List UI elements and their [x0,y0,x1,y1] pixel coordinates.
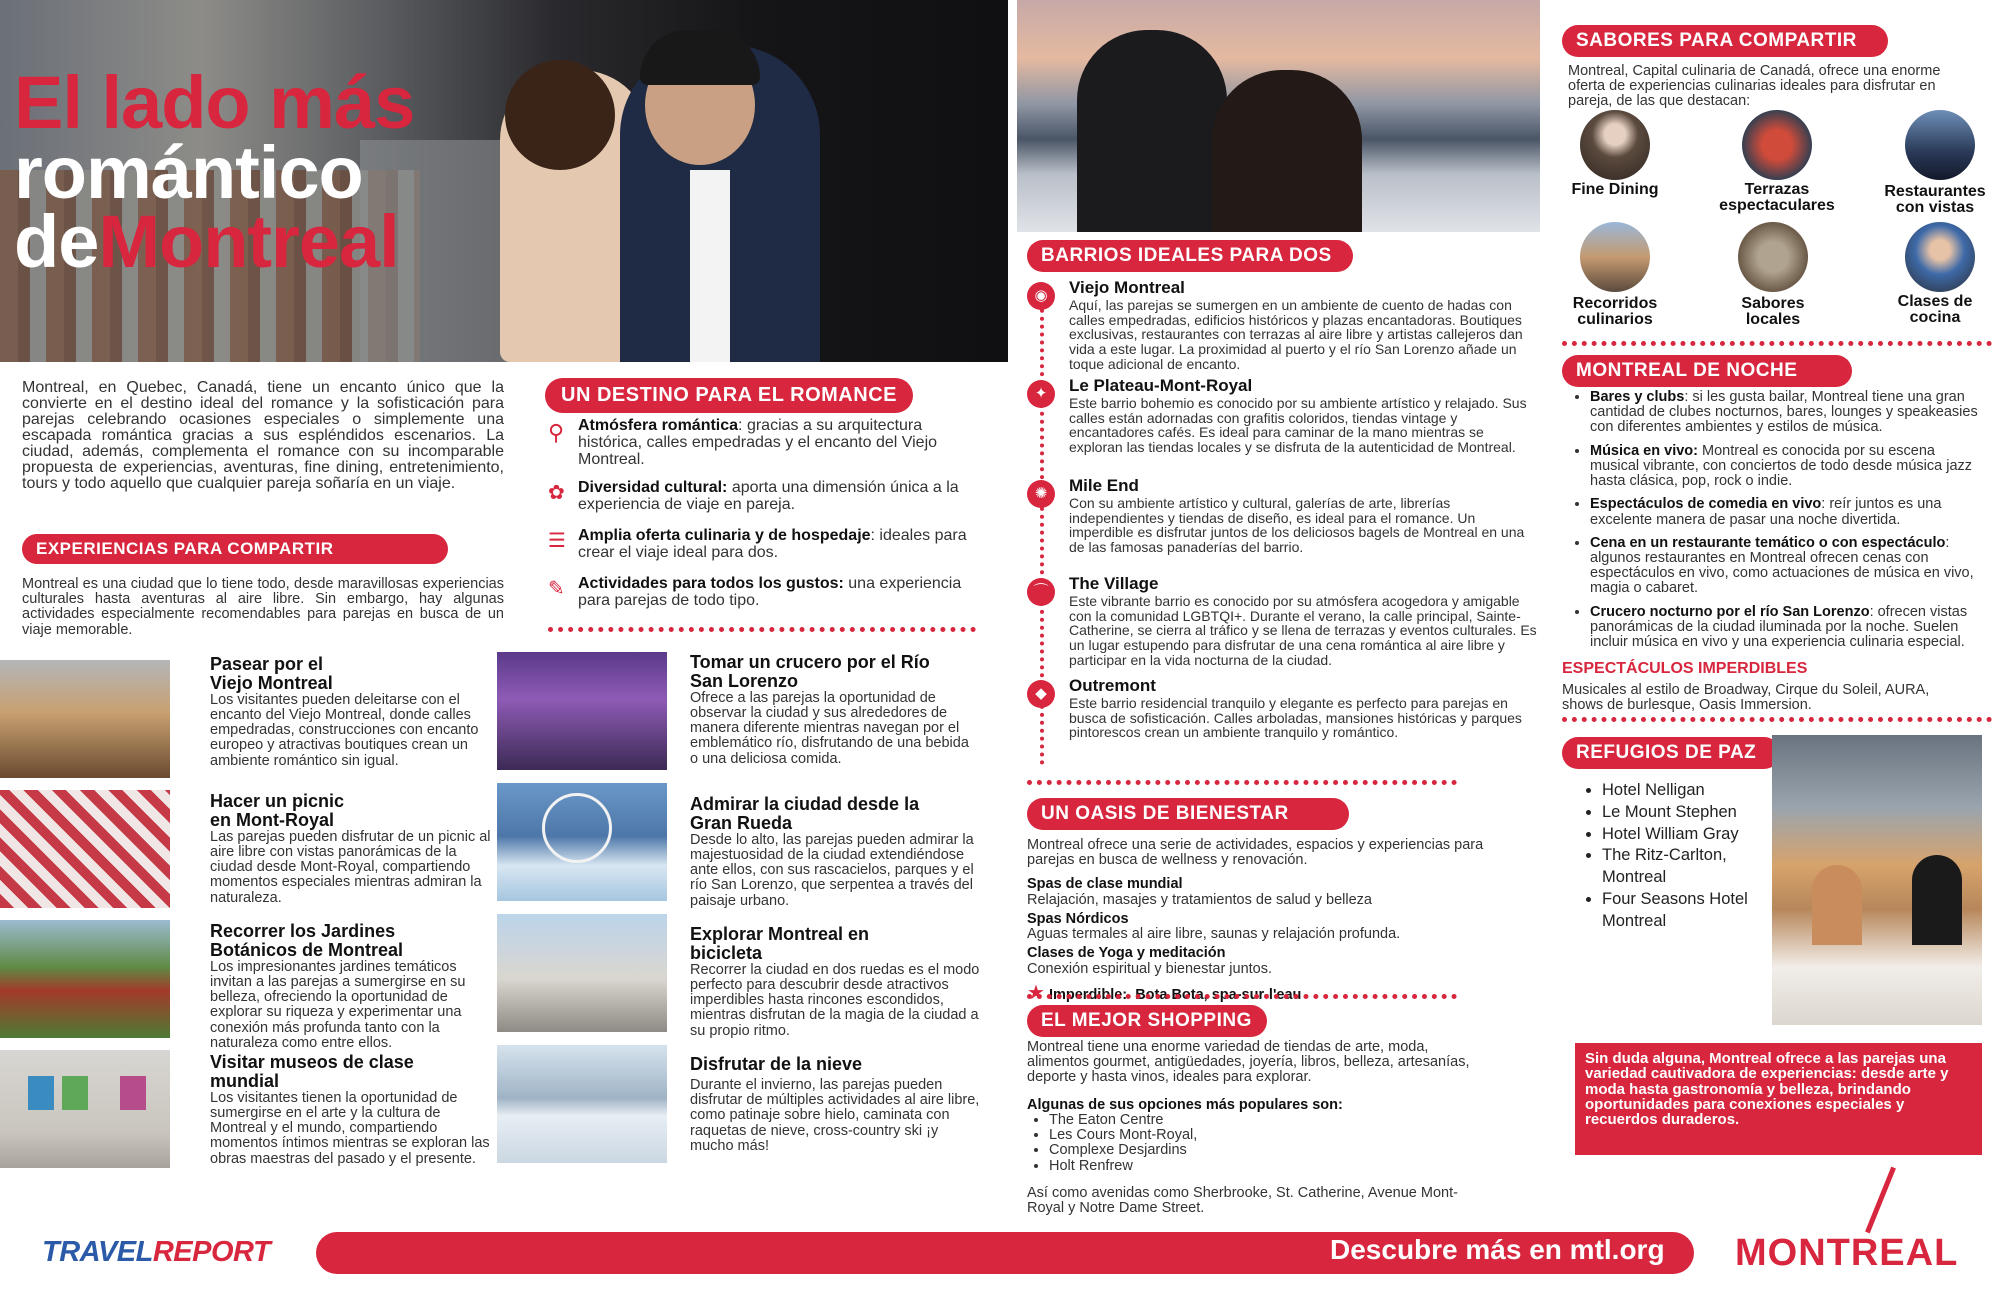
hero-title-de: de [14,200,99,284]
destino-heading: UN DESTINO PARA EL ROMANCE [545,378,913,413]
list-item: • Four Seasons Hotel Montreal [1602,889,1765,933]
barrio-name: The Village [1069,574,1159,593]
gran-rueda-photo [497,783,667,901]
experience-card [690,795,980,909]
jardines-photo [0,920,170,1038]
hero-title-line2: romántico [14,130,363,214]
experiencias-heading: EXPERIENCIAS PARA COMPARTIR [22,534,448,564]
destino-item [548,576,978,616]
oasis-item [1027,877,1497,907]
destino-item-text: una experiencia para parejas de todo tipo. [578,575,962,609]
list-item: • Complexe Desjardins [1049,1143,1487,1158]
experience-text: Recorrer la ciudad en dos ruedas es el modo perfecto para descubrir desde atractivos imperdibles hasta rincones escondidos, mientras disfrutan de la magia de la ciudad a su propio ritmo. [690,961,980,1039]
barrio-name: Mile End [1069,476,1139,495]
barrio-item [1027,574,1537,676]
experience-title: Disfrutar de la nieve [690,1054,863,1074]
barrio-text: Este barrio bohemio es conocido por su ambiente artístico y relajado. Sus calles están adornadas con grafitis coloridos, tiendas vintage y encantadores cafés. Es ideal para caminar de la mano mientras se exploran las tiendas locales y se disfruta de la autenticidad de Montreal. [1069,395,1527,456]
barrio-text: Aquí, las parejas se sumergen en un ambiente de cuento de hadas con calles empedradas, edificios históricos y plazas encantadoras. Boutiques exclusivas, restaurantes con terrazas al aire libre y artistas callejeros dan vida a este lugar. La proximidad al puerto y el río San Lorenzo añade un toque adicional de encanto. [1069,297,1523,372]
hero-title-line1: El lado más [14,61,415,144]
fine-dining-photo [1580,110,1650,180]
map-pin-heart-icon: ⚲ [548,420,565,445]
barrio-text: Con su ambiente artístico y cultural, galerías de arte, librerías independientes y tiendas de diseño, es ideal para el romance. Un imperdible es disfrutar juntos de los deliciosos bagels de Montreal en una de las famosas panaderías del barrio. [1069,495,1525,556]
experience-card [210,922,492,1051]
montreal-slash-icon [1865,1167,1896,1234]
logo-travel: TRAVEL [42,1236,153,1268]
couple-dinner-photo [1017,0,1540,232]
barrios-heading: BARRIOS IDEALES PARA DOS [1027,240,1353,272]
list-item: • Crucero nocturno por el río San Lorenzo: ofrecen vistas panorámicas de la ciudad iluminada por la noche. Suelen incluir música en vivo y una experiencia culinaria especial. [1590,605,1978,651]
destino-item-text: aporta una dimensión única a la experiencia de viaje en pareja. [578,479,959,513]
divider [1562,341,1992,346]
logo-report: REPORT [152,1236,271,1268]
oasis-item-title: Spas Nórdicos [1027,910,1129,927]
refugios-heading: REFUGIOS DE PAZ [1562,737,1780,769]
experience-card [210,655,492,769]
list-item: • Música en vivo: Montreal es conocida por su escena musical vibrante, con conciertos de todo desde música jazz hasta clásica, pop, rock o indie. [1590,444,1978,490]
destino-item-bold: Amplia oferta culinaria y de hospedaje [578,527,871,544]
experience-title: Explorar Montreal en bicicleta [690,924,870,963]
sabores-item: Terrazas espectaculares [1719,181,1835,214]
intro-paragraph: Montreal, en Quebec, Canadá, tiene un encanto único que la convierte en el destino ideal del romance y la sofisticación para parejas celebrando ocasiones especiales o simplemente una escapada romántica gracias a sus espléndidos escenarios. La ciudad, además, complementa el romance con su incomparable propuesta de experiencias, aventuras, fine dining, entretenimiento, tours y todo aquello que cualquier pareja soñaría en un viaje. [22,379,504,492]
shopping-list-title: Algunas de sus opciones más populares son: [1027,1096,1343,1113]
montreal-brand-logo: MONTREAL [1735,1232,1959,1274]
list-item: • Hotel William Gray [1602,824,1765,846]
mtl-cta-link[interactable]: Descubre más en mtl.org [1330,1234,1665,1265]
terrazas-photo [1742,110,1812,180]
noche-heading: MONTREAL DE NOCHE [1562,355,1852,387]
barrio-name: Le Plateau-Mont-Royal [1069,376,1253,395]
experience-title: Recorrer los Jardines Botánicos de Montreal [210,921,404,960]
hero-title [14,61,415,284]
museos-photo [0,1050,170,1168]
sabores-item: Fine Dining [1571,181,1659,198]
noche-list [1568,390,1978,650]
sabores-item: Restaurantes con vistas [1884,183,1986,216]
sabores-locales-photo [1738,222,1808,292]
experience-text: Las parejas pueden disfrutar de un picnic al aire libre con vistas panorámicas de la ciudad desde Mont-Royal, compartiendo momentos especiales mientras admiran la naturaleza. [210,828,491,906]
destino-item-bold: Atmósfera romántica [578,417,739,434]
list-item: • The Ritz-Carlton, Montreal [1602,845,1765,889]
experience-title: Pasear por el Viejo Montreal [210,654,333,693]
shopping-intro: Montreal tiene una enorme variedad de tiendas de arte, moda, alimentos gourmet, antigüedades, joyería, libros, belleza, artesanías, deporte y hasta vinos, ideales para explorar. [1027,1039,1470,1086]
divider [548,627,976,632]
experience-card [210,792,498,906]
destino-list [548,418,978,616]
star-icon: ★ [1027,981,1045,1004]
sabores-item: Clases de cocina [1897,293,1973,326]
shopping-heading: EL MEJOR SHOPPING [1027,1005,1267,1037]
clases-cocina-photo [1905,222,1975,292]
barrio-item [1027,476,1537,574]
closing-text: Sin duda alguna, Montreal ofrece a las parejas una variedad cautivadora de experiencias: desde arte y moda hasta gastronomía y belleza, brindando oportunidades para conexiones especiales y recuerdos duraderos. [1585,1050,1949,1129]
list-item: • Cena en un restaurante temático o con espectáculo: algunos restaurantes en Montreal ofrecen cenas con espectáculos en vivo, como actuaciones de música en vivo, magia o cabaret. [1590,536,1978,597]
restaurantes-vistas-photo [1905,110,1975,180]
experience-card [690,653,980,767]
experience-card [690,925,980,1039]
espectaculos-heading: ESPECTÁCULOS IMPERDIBLES [1562,660,1808,677]
oasis-heading: UN OASIS DE BIENESTAR [1027,798,1349,830]
sabores-intro: Montreal, Capital culinaria de Canadá, ofrece una enorme oferta de experiencias culinarias ideales para disfrutar en pareja, de las que destacan: [1568,63,1941,110]
palette-icon: ✺ [1027,480,1055,508]
hero-title-city: Montreal [98,200,399,284]
imperdible-label: Imperdible: [1048,986,1128,1003]
destino-item-text: : gracias a su arquitectura histórica, calles empedradas y el encanto del Viejo Montreal. [578,417,938,468]
oasis-item [1027,946,1497,976]
picnic-photo [0,790,170,908]
experience-text: Los visitantes tienen la oportunidad de sumergirse en el arte y la cultura de Montreal y el mundo, compartiendo momentos íntimos mientras se exploran las obras maestras del pasado y el presente. [210,1089,490,1167]
list-item: • Les Cours Mont-Royal, [1049,1128,1487,1143]
destino-item-bold: Diversidad cultural: [578,479,728,496]
sabores-item: Recorridos culinarios [1572,295,1658,328]
destino-item [548,528,978,576]
barrio-name: Outremont [1069,676,1156,695]
compass-icon: ✦ [1027,380,1055,408]
list-item: • The Eaton Centre [1049,1113,1487,1128]
experiencias-intro: Montreal es una ciudad que lo tiene todo, desde maravillosas experiencias culturales hasta aventuras al aire libre. Sin embargo, hay algunas actividades especialmente recomendables para parejas en busca de un viaje memorable. [22,576,504,638]
divider [1027,994,1457,999]
barrio-item [1027,676,1537,740]
experience-text: Los visitantes pueden deleitarse con el encanto del Viejo Montreal, donde calles empedradas, construcciones con encanto europeo y atractivas boutiques crean un ambiente romántico sin igual. [210,691,479,769]
barrio-item [1027,376,1537,476]
camera-icon: ◉ [1027,282,1055,310]
shopping-list [1027,1113,1487,1174]
recorridos-photo [1580,222,1650,292]
bicicleta-photo [497,914,667,1032]
diamond-icon: ◆ [1027,680,1055,708]
oasis-item [1027,912,1497,942]
experience-title: Tomar un crucero por el Río San Lorenzo [690,652,930,691]
experience-title: Hacer un picnic en Mont-Royal [210,791,345,830]
divider [1562,717,1992,722]
destino-item [548,480,978,528]
barrio-name: Viejo Montreal [1069,278,1185,297]
list-item: • Le Mount Stephen [1602,802,1765,824]
sabores-heading: SABORES PARA COMPARTIR [1562,25,1888,57]
experience-title: Admirar la ciudad desde la Gran Rueda [690,794,920,833]
shopping-section [1027,1040,1487,1216]
list-item: • Hotel Nelligan [1602,780,1765,802]
oasis-item-text: Aguas termales al aire libre, saunas y relajación profunda. [1027,926,1401,943]
destino-item-bold: Actividades para todos los gustos: [578,575,844,592]
hotel-dinner-photo [1772,735,1982,1025]
crucero-photo [497,652,667,770]
destino-item-text: : ideales para crear el viaje ideal para dos. [578,527,967,561]
oasis-item-text: Conexión espiritual y bienestar juntos. [1027,960,1273,977]
experience-text: Los impresionantes jardines temáticos invitan a las parejas a sumergirse en su belleza, ofreciendo la oportunidad de explorar su riqueza y experimentar una conexión más profunda tanto con la naturaleza como entre ellos. [210,958,466,1051]
list-icon: ☰ [548,530,566,552]
experience-text: Durante el invierno, las parejas pueden disfrutar de múltiples actividades al aire libre, como patinaje sobre hielo, caminata con raquetas de nieve, cross-country ski ¡y mucho más! [690,1076,980,1154]
people-icon: ✿ [548,482,565,504]
sabores-item: Sabores locales [1741,295,1805,328]
divider [1027,780,1457,785]
nieve-photo [497,1045,667,1163]
travelreport-logo [42,1236,270,1269]
barrios-list [1027,278,1537,740]
experience-text: Desde lo alto, las parejas pueden admirar la majestuosidad de la ciudad extendiéndose ante ellos, con sus rascacielos, parques y el río San Lorenzo, que serpentea a través del paisaje urbano. [690,831,974,909]
oasis-item-title: Spas de clase mundial [1027,876,1183,893]
espectaculos-text: Musicales al estilo de Broadway, Cirque du Soleil, AURA, shows de burlesque, Oasis Immersion. [1562,682,1930,714]
destino-item [548,418,978,480]
barrio-text: Este barrio residencial tranquilo y elegante es perfecto para parejas en busca de sofisticación. Calles arboladas, mansiones históricas y parques pintorescos crean un ambiente tranquilo y romántico. [1069,695,1522,741]
experience-card [210,1053,492,1167]
shopping-outro: Así como avenidas como Sherbrooke, St. Catherine, Avenue Mont-Royal y Notre Dame Street. [1027,1184,1458,1216]
experience-card [690,1055,980,1154]
barrio-text: Este vibrante barrio es conocido por su atmósfera acogedora y amigable con la comunidad LGBTQI+. Durante el verano, la calle principal, Sainte-Catherine, se cierra al tráfico y se llena de terrazas y eventos culturales. Es un lugar estupendo para disfrutar de una cena romántica al aire libre y participar en la vida nocturna de la ciudad. [1069,593,1537,668]
list-item: • Holt Renfrew [1049,1159,1487,1174]
oasis-item-title: Clases de Yoga y meditación [1027,945,1226,962]
oasis-item-text: Relajación, masajes y tratamientos de salud y belleza [1027,891,1372,908]
tag-heart-icon: ✎ [548,578,565,600]
list-item: • Espectáculos de comedia en vivo: reír juntos es una excelente manera de pasar una noche divertida. [1590,497,1978,527]
closing-box [1575,1043,1982,1155]
barrio-item [1027,278,1537,376]
oasis-intro: Montreal ofrece una serie de actividades, espacios y experiencias para parejas en busca de wellness y renovación. [1027,837,1484,869]
hotel-list [1580,780,1765,932]
viejo-montreal-photo [0,660,170,778]
oasis-section [1027,838,1497,1004]
rainbow-icon: ⌒ [1027,578,1055,606]
list-item: • Bares y clubs: si les gusta bailar, Montreal tiene una gran cantidad de clubes nocturnos, bares, lounges y speakeasies con diferentes ambientes y estilos de música. [1590,390,1978,436]
imperdible-value: Bota Bota, spa-sur-l'eau [1135,986,1302,1003]
experience-text: Ofrece a las parejas la oportunidad de observar la ciudad y sus alrededores de manera diferente mientras navegan por el emblemático río, disfrutando de una bebida o una deliciosa comida. [690,689,969,767]
experience-title: Visitar museos de clase mundial [210,1052,414,1091]
